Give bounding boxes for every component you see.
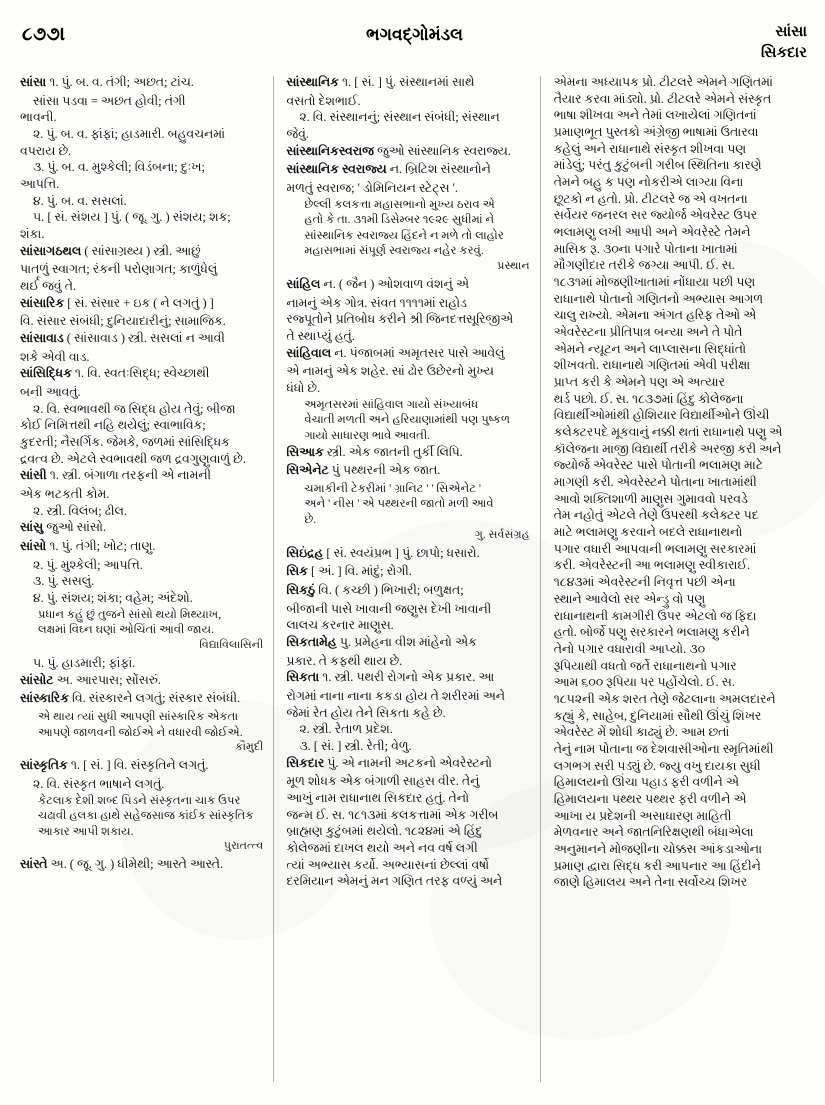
entry-headword: સાંહિવાલ [286,345,332,360]
entry-headword: સાંસા [20,75,47,89]
entry-continuation: પાતળું સ્વાગત; રંકની પરોણાગત; કાળુંધેલું [20,262,218,277]
entry-citation: ગાયો સાધારણ ભાવે આવતી. [304,428,431,442]
book-title: ભગવદ્ગોમંડલ [366,25,463,44]
entry-definition: વિ. સંસ્કારને લગતું; સંસ્કાર સંબંધી. [68,691,241,706]
entry-continuation: આખા ય પ્રદેશની અસાધારણ માહિતી [553,808,732,823]
entry-citation: વેચાતી મળતી અને હરિયાણામાંથી પણ પુષ્કળ [304,413,510,427]
entry-sense: ૨. વિ. સ્વભાવથી જ સિદ્ધ હોય તેવું; બીજા [33,401,236,416]
entry-continuation: પ્રકાર. તે કફથી થાય છે. [286,653,403,668]
entry-continuation: રોગમાં નાના નાના કકડા હોય તે શરીરમાં અને [286,689,506,704]
entry-continuation: બની આવતું. [20,385,81,400]
entry-citation: ચમાકીની ટેકરીમાં ' ગ્રાનિટ ' ' સિએનેટ ' [304,481,481,495]
entry-headword: સિઇંદ્રહ [286,545,324,560]
guide-word-last: સિકદાર [761,44,807,61]
entry-definition: ૧. પું. તંગી; ખોટ; તાણુ. [46,539,156,554]
entry-continuation: એમના અધ્યાપક પ્રો. ટીટલરે એમને ગણિતમાં [553,75,773,89]
entry-continuation: કૉલેજના માજી વિદ્યાર્થી તરીકે અરજી કરી અને [553,441,782,456]
entry-headword: સિકતા [286,670,320,685]
entry-continuation: વિદ્યાર્થીઓમાંથી હોશિયાર વિદ્યાર્થીઓને ઊંચી [553,408,770,423]
entry-continuation: એવરેસ્ટ મેં શોધી કાઢ્યું છે. આમ છતાં [553,725,730,740]
entry-continuation: આપત્તિ. [20,177,60,192]
dictionary-entry [20,519,263,536]
entry-definition: અ. ( જૂ. ગુ. ) ધીમેથી; આસ્તે આસ્તે. [47,857,224,872]
entry-continuation: વિ. સંસાર સંબંધી; દુનિયાદારીનું; સામાજિક. [20,314,226,329]
entry-sense: ૫. [ સં. સંશય ] પું. ( જૂ. ગુ. ) સંશય; શક; [33,210,231,225]
entry-continuation: મૌગણીદાર તરીકે જગ્યા આપી. ઈ. સ. [553,258,735,273]
entry-citation: ચઢાવી હલકા હાથે સહેજસાજ કાંઈક સાંસ્કૃતિક [38,809,254,823]
entry-continuation: આવો શક્તિશાળી માણુસ ગુમાવવો પરવડે [553,491,748,506]
dictionary-entry [286,563,529,580]
entry-citation: લક્ષમાં વિઘ્ન ઘણાં ઓચિંતાં આવી જાય. [38,623,215,637]
dictionary-entry [20,757,263,774]
citation-source: પુરાતત્ત્વ [223,840,264,853]
entry-continuation: આમ ૬૦૦ રૂપિયા પર પહોંચેલો. ઈ. સ. [553,675,735,690]
dictionary-entry [286,669,529,686]
entry-continuation: કોઈ નિમિત્તથી નહિ થયેલું; સ્વાભાવિક; [20,418,206,433]
entry-sense: ૨. પું. મુશ્કેલી; આપત્તિ. [33,557,143,572]
entry-headword: સાંસ્કારિક [20,691,69,706]
entry-definition: પુ. પ્રમેહના વીશ માંહેનો એક [336,635,477,650]
entry-continuation: ભાષા શીખવા અને તેમાં લખાયેલાં ગણિતનાં [553,108,757,123]
entry-continuation: કલેક્ટરપદે મૂકવાનું નક્કી થતાં રાધાનાથે પણુ એ [553,425,783,440]
entry-sense: ૨. સ્ત્રી. વિલંબ; ઢીલ. [33,503,127,518]
entry-continuation: જ્યોર્જ એવરેસ્ટ પાસે પોતાની ભલામણ માટે [553,458,764,473]
entry-continuation: પગાર વધારી આપવાની ભલામણુ સરકારમાં [553,541,757,556]
entry-continuation: વપરાય છે. [20,143,72,158]
entry-citation: છે. [304,513,317,527]
entry-continuation: સ્થાને આવેલો સર એન્ડ્રુ વો પણુ [553,591,706,606]
entry-continuation: રજ્પૂતોને પ્રતિબોધ કરીને શ્રી જિનદત્તસૂરિજીએ [286,312,514,327]
column-container [20,74,808,1088]
guide-word-first: સાંસા [775,24,807,40]
entry-continuation: છૂટકો ન હતો. પ્રો. ટીટલરે જ એ વખતના [553,191,748,206]
entry-continuation: જેવું. [286,127,309,142]
entry-continuation: થર્ડ પછો. ઈ. સ. ૧૮૩૭માં હિંદુ કોલેજના [553,391,744,406]
entry-sense: ૨. વિ. સંસ્થાનનું; સંસ્થાન સંબંધી; સંસ્થાન [299,110,500,125]
entry-continuation: હિમાલયના પથ્થર પથ્થર ફરી વળીને એ [553,791,747,806]
entry-continuation: કરી. એવરેસ્ટની આ ભલામણુ સ્વીકારાઈ. [553,558,751,573]
entry-continuation: મળતું સ્વરાજ; ' ડોમિનિયન સ્ટેટ્સ '. [286,181,458,196]
dictionary-entry [20,672,263,689]
entry-continuation: તૈયાર કરવા માંડ્યો. પ્રો. ટીટલરે એમને સંસ્કૃત [553,91,772,106]
entry-sense: ૩. [ સં. ] સ્ત્રી. રેતી; વેળુ. [299,739,412,754]
entry-definition: ( સાંસાગ્રથ્ય ) સ્ત્રી. આછું [81,243,201,258]
dictionary-entry [20,330,263,347]
entry-sense: ૩. પું. બ. વ. મુશ્કેલી; વિડંબના; દુઃખ; [33,160,205,175]
citation-source: વિદ્યાવિલાસિની [199,638,264,651]
entry-citation: અમૃતસરમાં સાંહિવાલ ગાયો સંખ્યાબંધ [304,397,479,411]
entry-headword: સાંસ્કૃતિક [20,758,68,773]
entry-headword: સાંસ્થાનિક સ્વરાજ્ય [286,162,387,177]
dictionary-entry [20,538,263,555]
entry-sense: ૩. પું. સસલું. [33,574,95,589]
entry-headword: સાંહિલ [286,277,321,292]
entry-citation: કેટલાક દેશી શબ્દ પિડને સંસ્કૃતના ચાક ઉપર [38,793,241,807]
entry-sense: ૪. પું. સંશય; શંકા; વહેમ; અંદેશો. [33,591,193,606]
entry-continuation: વસતો દેશભાઈ. [286,93,361,108]
entry-continuation: માંડેલું; પરંતુ કુટુંબની ગરીબ સ્થિતિના કારણે [553,158,762,173]
entry-headword: સાંસ્થાનિક [286,75,339,89]
entry-sense: ૪. પું. બ. વ. સસલાં. [33,193,127,208]
entry-continuation: શકે એવી વાડ. [20,349,90,364]
dictionary-entry [286,143,529,160]
entry-continuation: રાધાનાથની કામગીરી ઉપર એટલો જ ફિદા [553,608,757,623]
entry-continuation: રાધાનાથે પોતાનો ગણિતનો અભ્યાસ આગળ [553,291,763,306]
entry-sense: સાંસા પડવા = અછત હોવી; તંગી [33,93,186,108]
entry-continuation: એક ભટકતી કોમ. [20,487,110,502]
entry-citation: છેલ્લી કલકત્તા મહાસભાનો મુખ્ય ઠરાવ એ [304,197,495,211]
entry-continuation: ચાલુ રાખ્યો. એમના અંગત હરિફ તેઓ એ [553,308,757,323]
entry-continuation: પ્રાપ્ત કરી કે એમને પણ એ અત્યાર [553,375,725,390]
dictionary-entry [20,690,263,707]
dictionary-entry [286,345,529,362]
entry-continuation: ભલામણુ લખી આપી અને એવરેસ્ટે તેમને [553,225,751,240]
entry-continuation: લગભગ સરી પડ્યું છે. જ્યુ વખુ દાયકા સુધી [553,758,761,773]
entry-sense: ૨. સ્ત્રી. રેતાળ પ્રદેશ. [299,722,393,737]
entry-continuation: કોલેજમાં દાખલ થયો અને નવ વર્ષ લગી [286,841,478,856]
running-head [22,24,807,70]
entry-definition: જુઓ સાંસ્થાનિક સ્વરાજ્ય. [373,143,511,158]
entry-headword: સાંસારિક [20,295,65,310]
entry-citation: હતો કે તા. ૩૧મી ડિસેમ્બર ૧૯૨૯ સુધીમાં ને [304,213,495,227]
entry-continuation: ૧૮૩૧માં મોજણીખાતામાં નોંધાયા પછી પણ [553,275,756,290]
dictionary-entry [286,545,529,562]
entry-continuation: તેમને બહુ ક પણ નોકરીએ લાગ્યા વિના [553,175,744,190]
entry-continuation: હિમાલયનો ઊંચા પહાડ ફરી વળીને એ [553,775,739,790]
dictionary-entry [286,755,529,772]
entry-continuation: તેનું નામ પોતાના જ દેશવાસીઓના સ્મૃતિમાંથી [553,741,774,756]
entry-continuation: દરમિયાન એમનું મન ગણિત તરફ વળ્યું અને [286,874,503,889]
entry-continuation: બીજાની પાસે ખાવાની જણુસ દેખી ખાવાની [286,601,492,616]
dictionary-entry [20,295,263,312]
entry-definition: સ્ત્રી. એક જાતની તુર્કી લિપિ. [323,444,463,459]
entry-continuation: નામનું એક ગોત્ર. સંવત ૧૧૧૧માં રાહોડ [286,295,467,310]
entry-continuation: એ નામનું એક શહેર. સાં ઢોર ઉછેરનો મુખ્ય [286,364,494,379]
entry-citation: આપણે જાળવની જોઈએ ને વધારવી જોઈએ. [38,725,243,739]
dictionary-entry [20,467,263,484]
entry-continuation: મેળવનાર અને જાતનિરિક્ષણથી બંધાએલા [553,825,754,840]
entry-definition: પું પથ્થરની એક જાત. [328,463,441,478]
entry-continuation: જન્મ ઈ. સ. ૧૮૧૩માં કલકત્તામાં એક ગરીબ [286,807,499,822]
entry-citation: આકાર આપી શકાય. [38,824,134,838]
entry-continuation: ત્યાં અભ્યાસ કર્યો. અભ્યાસનાં છેલ્લાં વર્ષો [286,857,490,872]
column-3 [541,74,808,1088]
entry-continuation: કહેલું અને રાધાનાથે સંસ્કૃત શીખવા પણ [553,141,747,156]
entry-definition: વિ. ( કચ્છી ) ભિખારી; બળુક્ષત; [315,583,464,597]
entry-continuation: શંકા. [20,227,45,242]
entry-continuation: થર્ઈ જવું તે. [20,279,77,294]
entry-continuation: જેમાં રેત હોય તેને સિકતા કહે છે. [286,705,446,720]
entry-continuation: માટે ભલામણુ કરવાને બદલે રાધાનાથનો [553,525,743,540]
entry-continuation: અનુમાનને મોજણીના ચોક્કસ આંકડાઓના [553,841,763,856]
entry-headword: સિકઠું [286,583,316,597]
entry-definition: ૧. [ સં. ] વિ. સંસ્કૃતિને લગતું. [67,758,209,773]
entry-definition: ૧. પું. બ. વ. તંગી; અછત; ટાંચ. [46,75,194,89]
entry-continuation: દ્રવત્વ છે. એટલે સ્વભાવથી જળ દ્રવગુણુવાળું છે. [20,451,246,466]
entry-definition: અ. આરપાસ; સોંસરું. [53,672,161,687]
dictionary-entry [20,856,263,873]
citation-source: ગુ. સર્વસંગ્રહ [474,528,530,541]
citation-source: કૌમુદી [235,741,264,754]
entry-definition: ન. પંજાબમાં અમૃતસર પાસે આવેલું [331,345,505,360]
entry-continuation: આખું નામ રાધાનાથ સિકદાર હતું. તેનો [286,791,470,806]
entry-definition: ( સાંસાવાડ ) સ્ત્રી. સસલાં ન આવી [63,331,225,346]
entry-continuation: પ્રમાણ દ્વારા સિદ્ધ કરી આપનાર આ હિંદીને [553,858,761,873]
dictionary-entry [286,276,529,293]
entry-definition: ૧. સ્ત્રી. પથરી રોગનો એક પ્રકાર. આ [319,670,495,685]
entry-headword: સાંસી [20,468,47,483]
entry-sense: ૨. પું. બ. વ. ફાંફાં; હાડમારી. બહુવચનમાં [33,127,226,142]
entry-continuation: શીખવતો. રાધાનાથે ગણિતમાં એવી પરીક્ષા [553,358,751,373]
entry-definition: ન. બ્રિટિશ સંસ્થાનોને [386,162,491,177]
entry-definition: [ સં. સંસાર + ઇક ( ને લગતું ) ] [64,295,214,310]
entry-headword: સાંસિદ્ધિક [20,366,72,381]
entry-continuation: જાણે હિમાલય અને તેના સર્વોચ્ચ શિખર [553,875,748,890]
entry-continuation: તે સ્થાપ્યું હતું. [286,329,355,344]
entry-continuation: ધંધો છે. [286,381,321,396]
entry-citation: સાંસ્થાનિક સ્વરાજ્ય હિંદને ન મળે તો લાહોર [304,228,504,242]
entry-continuation: પ્રમાણભૂત પુસ્તકો અંગ્રેજી ભાષામાં ઉતારવા [553,125,759,140]
dictionary-entry [286,634,529,651]
entry-definition: [ સં. સ્વયંપ્રભ ] પું. છાપો; ધસારો. [323,545,480,560]
entry-continuation: કહ્યું કે, સાહેબ, દુનિયામાં સૌથી ઊંચું શિખર [553,708,762,723]
dictionary-entry [286,582,529,599]
entry-continuation: એવરેસ્ટના પ્રીતિપાત્ર બન્યા અને તે પોતે [553,325,743,340]
entry-continuation: કુદરતી; નૈસર્ગિક. જેમકે, જળમાં સાંસિદ્ધિક [20,435,230,450]
entry-continuation: ભાવની. [20,110,57,125]
guide-words [761,22,807,63]
entry-sense: ૨. વિ. સંસ્કૃત ભાષાને લગતું. [33,776,165,791]
entry-headword: સાંસાવાડ [20,331,64,346]
entry-headword: સાંસુ [20,520,44,535]
entry-citation: એ થાય ત્યાં સુધી આપણી સાંસ્કારિક એકતા [38,710,239,724]
entry-definition: ન. ( જૈન ) ઓશવાળ વંશનું એ [320,277,469,292]
entry-headword: સાંસાગઠથલ [20,243,82,258]
dictionary-entry [286,74,529,91]
entry-headword: સિક [286,564,308,579]
entry-citation: અને ' નીસ ' એ પથ્થરની જાતો મળી આવે [304,497,494,511]
entry-continuation: ૧૮૪૩માં એવરેસ્ટની નિવૃત્ત પછી એના [553,575,736,590]
dictionary-entry [20,365,263,382]
entry-definition: ૧. [ સં. ] પું. સંસ્થાનમાં સાથે [338,75,475,89]
entry-definition: ૧. સ્ત્રી. બંગાળા તરફની એ નામની [46,468,212,483]
page-number: ૮૭૭। [22,24,66,45]
entry-continuation: સર્વેયર જનરલ સર જ્યોર્જ એવરેસ્ટ ઉપર [553,208,758,223]
entry-definition: ૧. વિ. સ્વતઃસિદ્ધ; સ્વેચ્છાથી [71,366,210,381]
entry-definition: પું. એ નામની અટકનો એવરેસ્ટનો [324,755,493,770]
entry-citation: પ્રધાન કહું છું તુજને સાંસો થયો મિથ્યાખ, [38,607,222,621]
entry-headword: સાંસ્તે [20,857,48,872]
entry-continuation: એમને ન્યૂટન અને લાપ્લાસના સિદ્ધાંતો [553,341,747,356]
entry-definition: જુઓ સાંસો. [43,520,107,535]
entry-headword: સિકદાર [286,755,325,770]
dictionary-entry [20,74,263,91]
entry-headword: સિએનેટ [286,463,329,478]
entry-headword: સાંસો [20,539,47,554]
entry-definition: [ અં. ] વિ. માંદું; રોગી. [307,564,412,579]
entry-continuation: હતો. બોર્જે પણુ સરકારને ભલામણુ કરીને [553,625,750,640]
dictionary-entry [286,161,529,178]
entry-headword: સિઆક [286,444,324,459]
entry-continuation: રૂપિયાથી વધતો જર્તે રાધાનાથનો પગાર [553,658,737,673]
entry-citation: મહાસભામાં સંપૂર્ણ સ્વરાજ્ય નહેર કરવું. [304,244,484,258]
entry-continuation: માગણી કરી. એવરેસ્ટને પોતાના ખાતામાંથી [553,475,757,490]
entry-continuation: તેનો પગાર વધારાવી આપ્યો. ૩૦ [553,641,706,656]
entry-sense: ૫. પું. હાડમારી; ફાંફાં. [33,656,136,671]
entry-continuation: તેમ નહોતું એટલે તેણે ઉપરથી કલેક્ટર પદ [553,508,759,523]
dictionary-entry [20,243,263,260]
column-1 [20,74,273,1088]
entry-headword: સિકતામેહ [286,635,337,650]
entry-continuation: બ્રાહ્મણ કુટુંબમાં થયેલો. ૧૮૨૪માં એ હિંદુ [286,824,483,839]
entry-continuation: માસિક રૂ. ૩૦ના પગારે પોતાના ખાતામાં [553,241,738,256]
entry-headword: સાંસોટ [20,672,54,687]
entry-headword: સાંસ્થાનિકસ્વરાજ [286,143,374,158]
column-2 [274,74,539,1088]
entry-continuation: મૂળ શોધક એક બંગાળી સાહસ વીર. તેનું [286,774,480,789]
citation-source: પ્રસ્થાન [497,260,530,273]
entry-continuation: ૧૮૫૨ની એક શરત તેણે જેટલાના અમલદારને [553,691,776,706]
dictionary-entry [286,462,529,479]
dictionary-entry [286,444,529,461]
entry-continuation: લાલચ કરનાર માણુસ. [286,618,394,633]
